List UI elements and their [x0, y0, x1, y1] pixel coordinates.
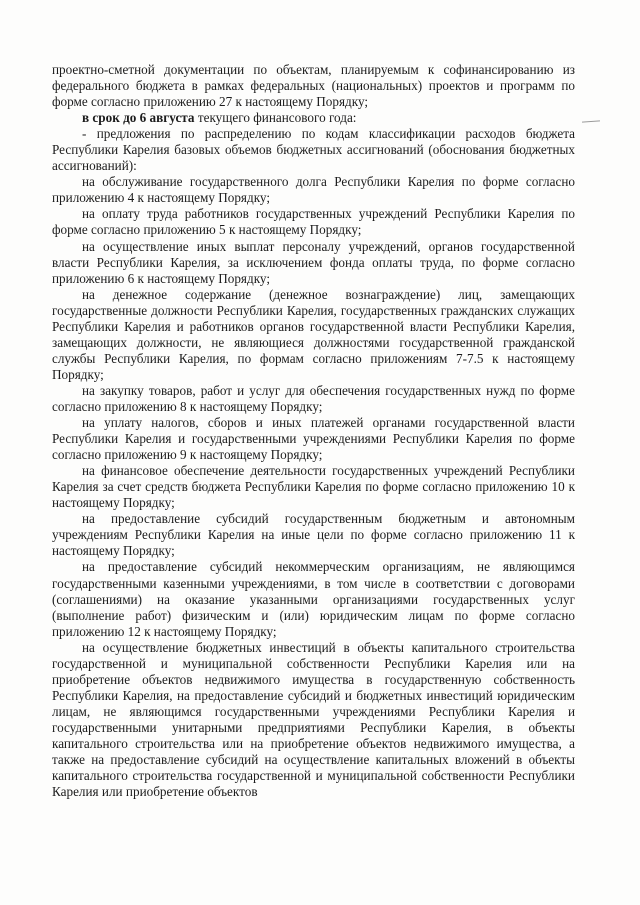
document-body — [52, 62, 575, 800]
paragraph: на уплату налогов, сборов и иных платежей органами государственной власти Республики Карелия и государственными учреждениями Республики Карелия по форме согласно приложению 9 к настоящему Порядку; — [52, 415, 575, 463]
deadline-paragraph: в срок до 6 августа текущего финансового года: — [82, 110, 357, 126]
paragraph: на обслуживание государственного долга Республики Карелия по форме согласно приложению 4 к настоящему Порядку; — [52, 174, 575, 206]
pen-mark — [582, 120, 600, 122]
paragraph: на осуществление бюджетных инвестиций в объекты капитального строительства государственной и муниципальной собственности Республики Карелия или на приобретение объектов недвижимого имущества в государственную собственность Республики Карелия, на предоставление субсидий и бюджетных инвестиций юридическим лицам, не являющимся государственными учреждениями Республики Карелия и государственными унитарными предприятиями Республики Карелия, в объекты капитального строительства или на приобретение объектов недвижимого имущества, а также на предоставление субсидий на осуществление капитальных вложений в объекты капитального строительства государственной и муниципальной собственности Республики Карелия или приобретение объектов — [52, 639, 575, 800]
paragraph: - предложения по распределению по кодам классификации расходов бюджета Республики Карелия базовых объемов бюджетных ассигнований (обоснования бюджетных ассигнований): — [52, 126, 575, 174]
paragraph: на финансовое обеспечение деятельности государственных учреждений Республики Карелия за счет средств бюджета Республики Карелия по форме согласно приложению 10 к настоящему Порядку; — [52, 463, 575, 511]
paragraph: на оплату труда работников государственных учреждений Республики Карелия по форме согласно приложению 5 к настоящему Порядку; — [52, 206, 575, 238]
paragraph: на осуществление иных выплат персоналу учреждений, органов государственной власти Республики Карелия, за исключением фонда оплаты труда, по форме согласно приложению 6 к настоящему Порядку; — [52, 238, 575, 286]
paragraph: на предоставление субсидий некоммерческим организациям, не являющимся государственными казенными учреждениями, в том числе в соответствии с договорами (соглашениями) на оказание указанными организациями государственных услуг (выполнение работ) физическим и (или) юридическим лицам по форме согласно приложению 12 к настоящему Порядку; — [52, 559, 575, 639]
paragraph: на денежное содержание (денежное вознаграждение) лиц, замещающих государственные должности Республики Карелия, государственных гражданских служащих Республики Карелия и работников органов государственной власти Республики Карелия, замещающих должности, не являющиеся должностями государственной гражданской службы Республики Карелия, по формам согласно приложениям 7-7.5 к настоящему Порядку; — [52, 286, 575, 382]
paragraph: на предоставление субсидий государственным бюджетным и автономным учреждениям Республики Карелия на иные цели по форме согласно приложению 11 к настоящему Порядку; — [52, 511, 575, 559]
deadline-bold: в срок до 6 августа — [82, 110, 195, 126]
paragraph: на закупку товаров, работ и услуг для обеспечения государственных нужд по форме согласно приложению 8 к настоящему Порядку; — [52, 382, 575, 414]
paragraph: проектно-сметной документации по объектам, планируемым к софинансированию из федерального бюджета в рамках федеральных (национальных) проектов и программ по форме согласно приложению 27 к настоящему Порядку; — [52, 62, 575, 110]
